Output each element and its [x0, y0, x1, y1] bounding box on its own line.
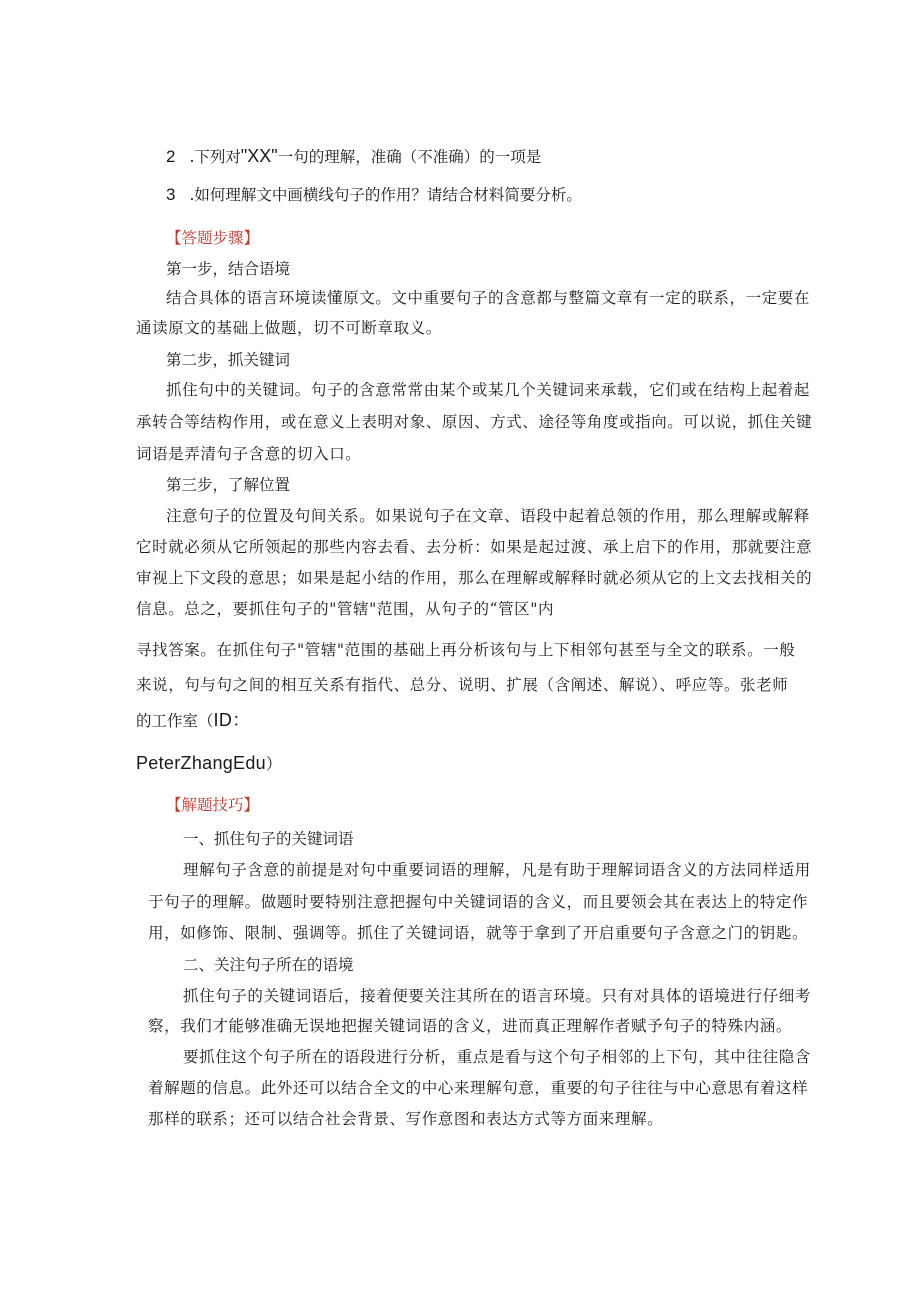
studio-id-line: PeterZhangEdu） [136, 753, 282, 773]
tips-header: 【解题技巧】 [166, 796, 260, 814]
tip2-line: 着解题的信息。此外还可以结合全文的中心来理解句意，重要的句子往往与中心意思有着这样 [148, 1079, 809, 1097]
step3-line: 它时就必须从它所领起的那些内容去看、去分析：如果是起过渡、承上启下的作用，那就要注意 [136, 538, 813, 556]
tip2-line: 抓住句子的关键词语后，接着便要关注其所在的语言环境。只有对具体的语境进行仔细考 [183, 987, 811, 1005]
tip2-line: 要抓住这个句子所在的语段进行分析，重点是看与这个句子相邻的上下句，其中往往隐含 [183, 1048, 811, 1066]
studio-line: 的工作室（ID： [136, 710, 251, 730]
step2-title: 第二步，抓关键词 [166, 351, 291, 369]
tip1-line: 于句子的理解。做题时要特别注意把握句中关键词语的含义，而且要领会其在表达上的特定作 [148, 893, 809, 911]
tip2-title: 二、关注句子所在的语境 [183, 956, 354, 974]
question-number: 2 [166, 147, 176, 166]
question-3: 3 .如何理解文中画横线句子的作用？请结合材料简要分析。 [166, 185, 582, 204]
studio-id-label: ID： [213, 710, 251, 730]
step1-line: 结合具体的语言环境读懂原文。文中重要句子的含意都与整篇文章有一定的联系，一定要在 [166, 289, 811, 307]
question-number: 3 [166, 185, 176, 204]
step2-line: 抓住句中的关键词。句子的含意常常由某个或某几个关键词来承载，它们或在结构上起着起 [166, 381, 811, 399]
steps-header: 【答题步骤】 [166, 229, 260, 247]
tip1-title: 一、抓住句子的关键词语 [183, 830, 354, 848]
step2-line: 词语是弄清句子含意的切入口。 [136, 445, 362, 463]
tip1-line: 用，如修饰、限制、强调等。抓住了关键词语，就等于拿到了开启重要句子含意之门的钥匙。 [148, 924, 809, 942]
step3-line: 信息。总之，要抓住句子的"管辖"范围，从句子的“管区"内 [136, 600, 555, 618]
tip2-line: 察，我们才能够准确无误地把握关键词语的含义，进而真正理解作者赋予句子的特殊内涵。 [148, 1017, 793, 1035]
step1-title: 第一步，结合语境 [166, 260, 291, 278]
tip1-line: 理解句子含意的前提是对句中重要词语的理解，凡是有助于理解词语含义的方法同样适用 [183, 861, 811, 879]
studio-id: PeterZhangEdu [136, 753, 266, 773]
tip2-line: 那样的联系；还可以结合社会背景、写作意图和表达方式等方面来理解。 [148, 1110, 664, 1128]
step3-line: 审视上下文段的意思；如果是起小结的作用，那么在理解或解释时就必须从它的上文去找相关的 [136, 569, 813, 587]
continue-line: 来说，句与句之间的相互关系有指代、总分、说明、扩展（含阐述、解说）、呼应等。张老师 [136, 676, 789, 694]
step2-line: 承转合等结构作用，或在意义上表明对象、原因、方式、途径等角度或指向。可以说，抓住关键 [136, 413, 813, 431]
step1-line: 通读原文的基础上做题，切不可断章取义。 [136, 319, 442, 337]
step3-line: 注意句子的位置及句间关系。如果说句子在文章、语段中起着总领的作用，那么理解或解释 [166, 507, 811, 525]
continue-line: 寻找答案。在抓住句子"管辖"范围的基础上再分析该句与上下相邻句甚至与全文的联系。一般 [136, 641, 796, 659]
step3-title: 第三步，了解位置 [166, 476, 291, 494]
question-2: 2 .下列对"XX"一句的理解，准确（不准确）的一项是 [166, 146, 542, 166]
